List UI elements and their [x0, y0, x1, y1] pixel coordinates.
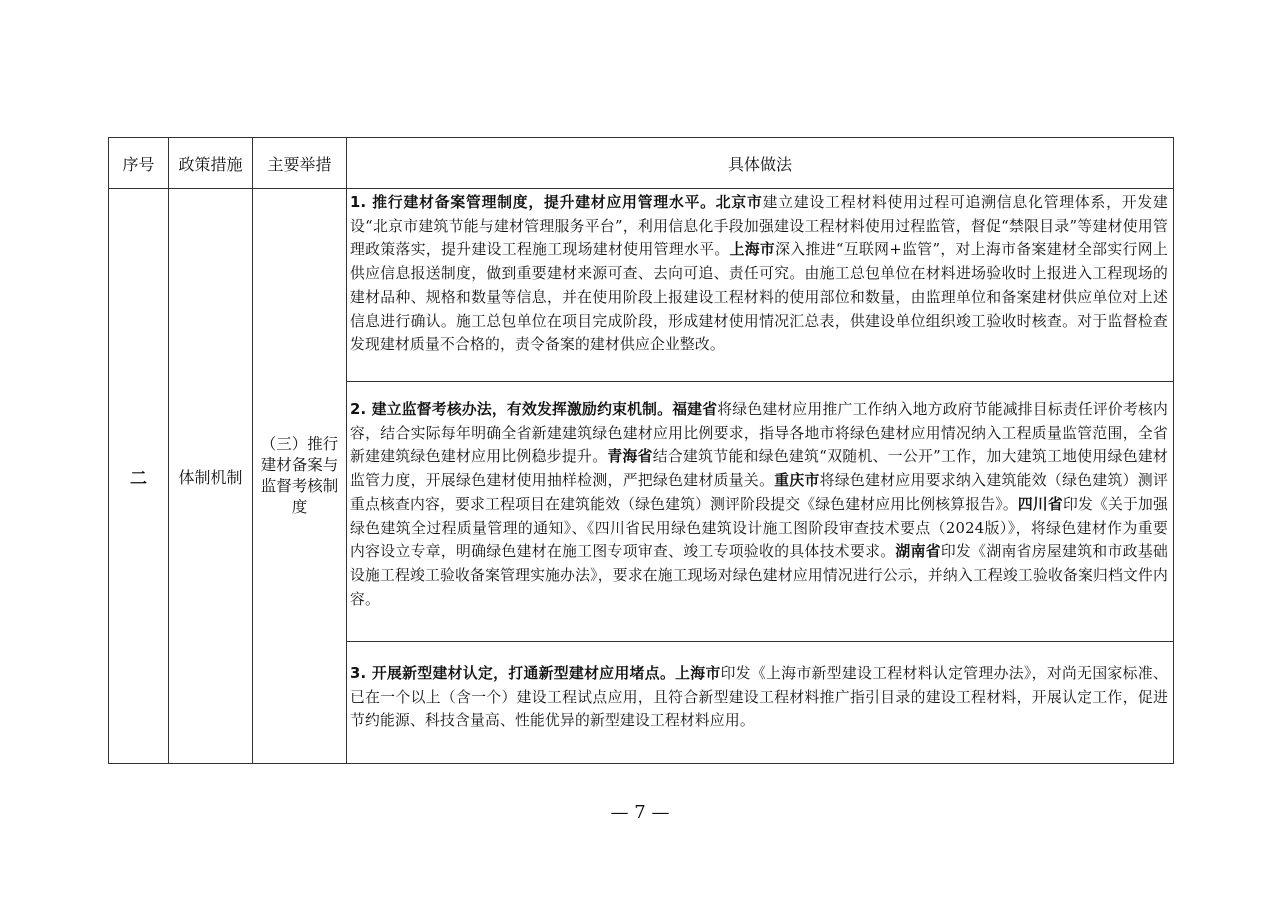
- column-divider: [346, 138, 347, 763]
- bold-text: 福建省: [672, 401, 718, 418]
- header-policy: 政策措施: [178, 154, 243, 174]
- body-text: 印发《上海市新型建设工程材料认定管理办法》，对尚无国家标准、已在一个以上（含一个）建设工程试点应用，且符合新型建设工程材料推广指引目录的建设工程材料，开展认定工作，促进节约能源、科技含量高、性能优异的新型建设工程材料应用。: [350, 665, 1168, 730]
- body-text: 印发《湖南省房屋建筑和市政基础设施工程竣工验收备案管理实施办法》，要求在施工现场对绿色建材应用情况进行公示，并纳入工程竣工验收备案归档文件内容。: [350, 543, 1168, 608]
- body-text: 将绿色建材应用要求纳入建筑能效（绿色建筑）测评重点核查内容，要求工程项目在建筑能效（绿色建筑）测评阶段提交《绿色建材应用比例核算报告》。: [350, 472, 1168, 513]
- column-divider: [252, 138, 253, 763]
- bold-text: 北京市: [715, 194, 763, 211]
- bold-text: 3. 开展新型建材认定，打通新型建材应用堵点。: [350, 665, 676, 682]
- row-number: 二: [130, 468, 147, 489]
- bold-text: 重庆市: [774, 472, 820, 490]
- page-number: — 7 —: [610, 802, 670, 823]
- measure-cell: [255, 189, 344, 763]
- bold-text: 青海省: [607, 448, 653, 466]
- body-text: 深入推进“互联网+监管”，对上海市备案建材全部实行网上供应信息报送制度，做到重要建材来源可查、去向可追、责任可究。由施工总包单位在材料进场验收时上报进入工程现场的建材品种、规格和数量等信息，并在使用阶段上报建设工程材料的使用部位和数量，由监理单位和备案建材供应单位对上述信息进行确认。施工总包单位在项目完成阶段，形成建材使用情况汇总表，供建设单位组织竣工验收时核查。对于监督检查发现建材质量不合格的，责令备案的建材供应企业整改。: [350, 241, 1168, 354]
- body-text: 印发《关于加强绿色建筑全过程质量管理的通知》、《四川省民用绿色建筑设计施工图阶段审查技术要点（2024版）》，将绿色建材作为重要内容设立专章，明确绿色建材在施工图专项审查、竣工专项验收的具体技术要求。: [350, 495, 1168, 561]
- bold-text: 湖南省: [895, 543, 941, 561]
- bold-text: 四川省: [1017, 495, 1063, 513]
- bold-text: 上海市: [729, 241, 776, 259]
- practice-item-3: [350, 662, 1168, 733]
- row-divider: [346, 641, 1173, 642]
- policy-table: [108, 137, 1174, 764]
- practice-item-2: [350, 398, 1168, 611]
- body-text: 结合建筑节能和绿色建筑“双随机、一公开”工作，加大建筑工地使用绿色建材监管力度，开展绿色建材使用抽样检测，严把绿色建材质量关。: [350, 448, 1168, 490]
- header-index: 序号: [122, 154, 155, 174]
- measure-text: （三）推行建材备案与监督考核制度: [260, 435, 339, 516]
- bold-text: 1. 推行建材备案管理制度，提升建材应用管理水平。: [350, 194, 716, 211]
- body-text: 建立建设工程材料使用过程可追溯信息化管理体系，开发建设“北京市建筑节能与建材管理服务平台”，利用信息化手段加强建设工程材料使用过程监管，督促“禁限目录”等建材使用管理政策落实，提升建设工程施工现场建材使用管理水平。: [350, 194, 1168, 259]
- header-practice: 具体做法: [727, 154, 792, 174]
- row-divider: [346, 381, 1173, 382]
- practice-item-1: [350, 191, 1168, 357]
- body-text: 将绿色建材应用推广工作纳入地方政府节能减排目标责任评价考核内容，结合实际每年明确全省新建建筑绿色建材应用比例要求，指导各地市将绿色建材应用情况纳入工程质量监管范围，全省新建建筑绿色建材应用比例稳步提升。: [350, 401, 1168, 466]
- header-measure: 主要举措: [267, 154, 332, 174]
- policy-cell: 体制机制: [178, 467, 243, 487]
- bold-text: 2. 建立监督考核办法，有效发挥激励约束机制。: [350, 401, 673, 418]
- bold-text: 上海市: [675, 665, 721, 682]
